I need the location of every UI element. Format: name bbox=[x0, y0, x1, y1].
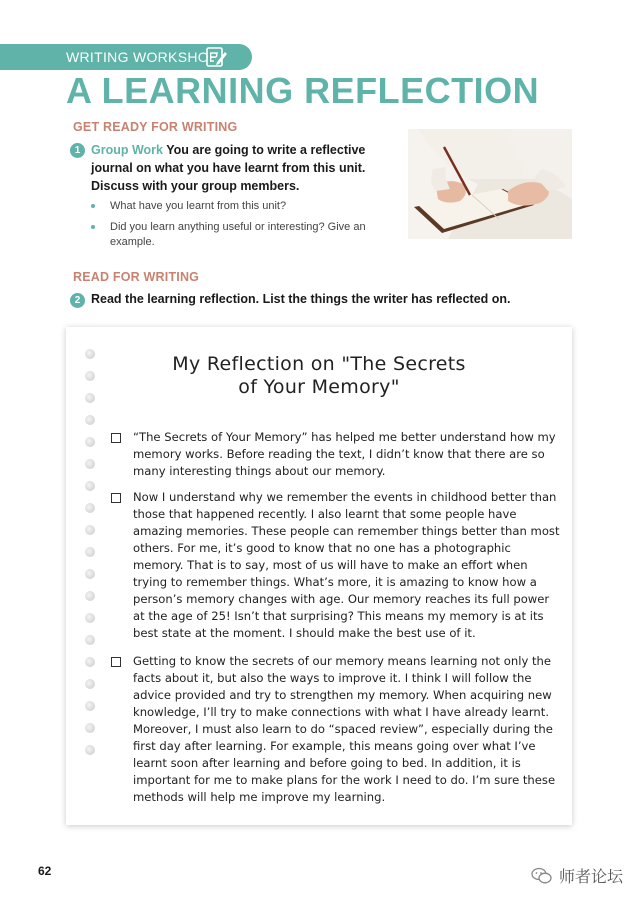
bullet-icon bbox=[91, 204, 95, 208]
task-2-instruction: Read the learning reflection. List the things the writer has reflected on. bbox=[91, 292, 511, 306]
bullet-icon bbox=[91, 225, 95, 229]
binder-hole bbox=[85, 745, 95, 755]
binder-hole bbox=[85, 481, 95, 491]
list-item: Did you learn anything useful or interesting? Give an example. bbox=[91, 220, 391, 250]
task-1-instruction bbox=[91, 141, 406, 195]
hand-writing-illustration bbox=[408, 129, 572, 239]
reflection-paragraph: Getting to know the secrets of our memory means learning not only the facts about it, but also the ways to improve it. I think I will follow the advice provided and try to strengthen my memory. When acquiring new knowledge, I’ll try to make connections with what I have already learnt. Moreover, I must also learn to do “spaced review”, especially during the first day after learning. For example, this means going over what I’ve learnt soon after learning and before going to bed. In addition, it is important for me to make plans for the work I need to do. I’m sure these methods will help me improve my learning. bbox=[133, 654, 556, 804]
binder-hole bbox=[85, 591, 95, 601]
banner-label: WRITING WORKSHOP bbox=[66, 49, 219, 65]
watermark bbox=[531, 864, 623, 887]
watermark-text: 师者论坛 bbox=[559, 869, 624, 886]
binder-hole bbox=[85, 503, 95, 513]
reflection-checkbox[interactable] bbox=[111, 433, 121, 443]
binder-hole bbox=[85, 569, 95, 579]
writing-pad-icon bbox=[205, 46, 229, 68]
section-heading-get-ready: GET READY FOR WRITING bbox=[73, 120, 238, 134]
task-1-text: You are going to write a reflective journal on what you have learnt from this unit. Discuss with your group members. bbox=[91, 143, 366, 193]
discussion-questions bbox=[91, 199, 391, 256]
group-work-label: Group Work bbox=[91, 143, 163, 157]
binder-hole bbox=[85, 679, 95, 689]
binder-hole bbox=[85, 613, 95, 623]
reflection-notebook-card bbox=[66, 327, 572, 825]
binder-hole bbox=[85, 701, 95, 711]
reflection-checkbox[interactable] bbox=[111, 493, 121, 503]
task-number-badge: 2 bbox=[70, 293, 85, 308]
writing-journal-photo bbox=[408, 129, 572, 239]
reflection-paragraph: Now I understand why we remember the events in childhood better than those that happened recently. I also learnt that some people have amazing memories. These people can remember things better than most others. For me, it’s good to know that no one has a photographic memory. That is to say, most of us will have to make an effort when trying to remember things. What’s more, it is amazing to know how a person’s memory changes with age. Our memory reaches its full power at the age of 25! Isn’t that surprising? This means my memory is at its best state at the moment. I should make the best use of it. bbox=[133, 490, 560, 640]
wechat-icon bbox=[531, 867, 553, 885]
page-title: A LEARNING REFLECTION bbox=[66, 70, 540, 111]
binder-hole bbox=[85, 547, 95, 557]
list-item: What have you learnt from this unit? bbox=[91, 199, 391, 214]
reflection-checkbox[interactable] bbox=[111, 657, 121, 667]
task-number-badge: 1 bbox=[70, 143, 85, 158]
reflection-title: My Reflection on "The Secrets of Your Memory" bbox=[172, 353, 466, 398]
binder-hole bbox=[85, 437, 95, 447]
binder-hole bbox=[85, 635, 95, 645]
binder-hole bbox=[85, 723, 95, 733]
binder-hole bbox=[85, 657, 95, 667]
section-heading-read-for-writing: READ FOR WRITING bbox=[73, 270, 200, 284]
reflection-paragraph: “The Secrets of Your Memory” has helped me better understand how my memory works. Before reading the text, I didn’t know that there are so many interesting things about our memory. bbox=[133, 430, 556, 478]
binder-hole bbox=[85, 525, 95, 535]
binder-hole bbox=[85, 415, 95, 425]
section-banner bbox=[0, 44, 252, 70]
page-number: 62 bbox=[38, 864, 52, 878]
binder-hole bbox=[85, 459, 95, 469]
